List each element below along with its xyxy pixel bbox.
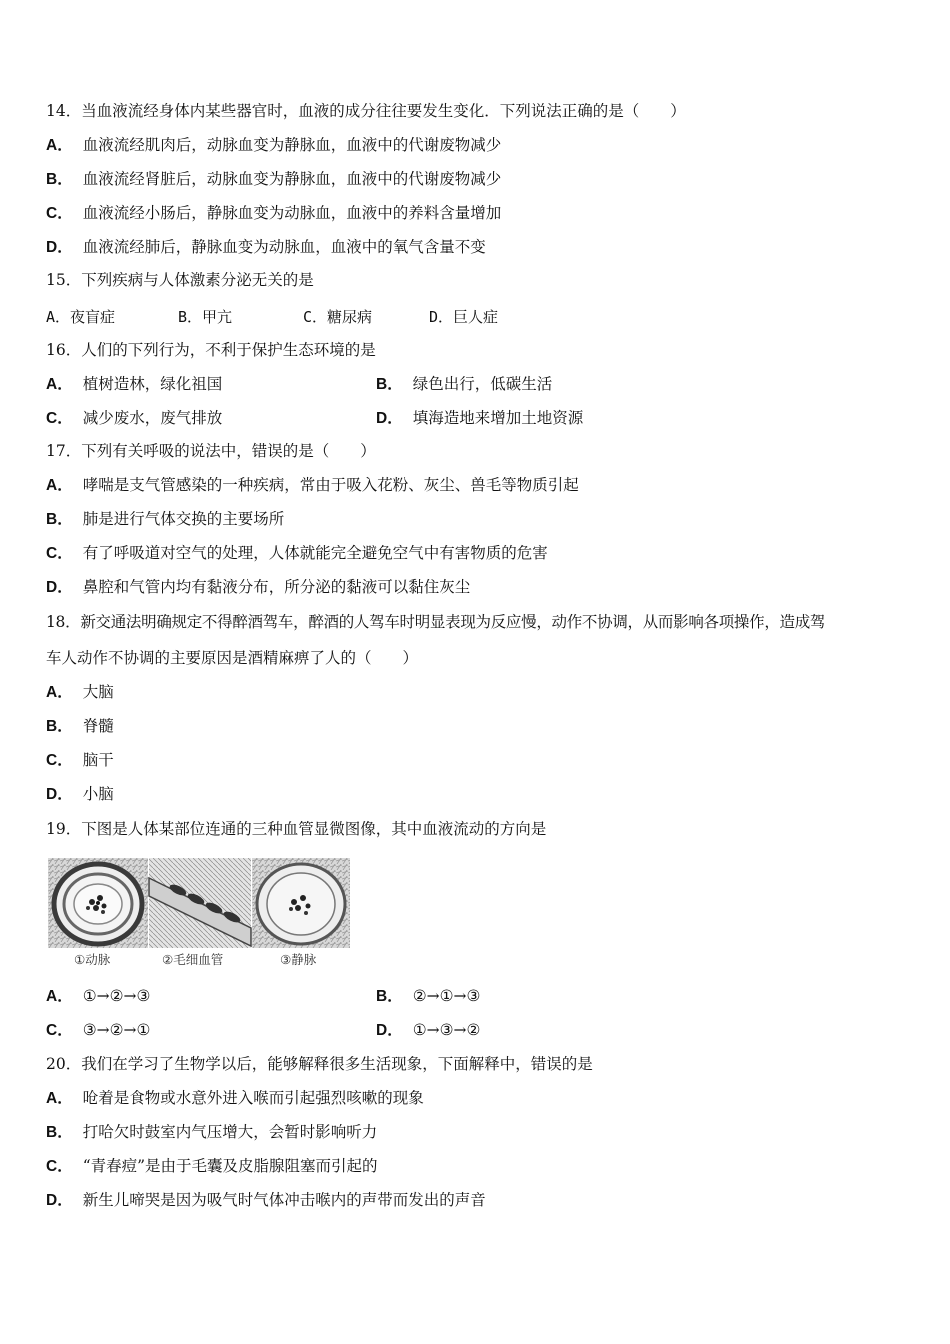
option-label: B． bbox=[46, 171, 73, 188]
question-15-option-a[interactable] bbox=[46, 307, 115, 327]
option-text: ③→②→① bbox=[82, 1021, 151, 1039]
option-label: D． bbox=[46, 579, 73, 596]
option-text: “青春痘”是由于毛囊及皮脂腺阻塞而引起的 bbox=[82, 1157, 378, 1175]
question-20-option-a[interactable] bbox=[46, 1088, 424, 1109]
option-text: 大脑 bbox=[82, 683, 114, 701]
option-text: 血液流经肌肉后，动脉血变为静脉血，血液中的代谢废物减少 bbox=[82, 136, 502, 154]
option-text: 血液流经小肠后，静脉血变为动脉血，血液中的养料含量增加 bbox=[82, 204, 502, 222]
question-20-option-d[interactable] bbox=[46, 1190, 486, 1211]
question-17-option-a[interactable] bbox=[46, 475, 579, 496]
option-label: A． bbox=[46, 308, 71, 326]
option-text: 小脑 bbox=[82, 785, 114, 803]
option-label: B． bbox=[46, 1124, 73, 1141]
option-label: D． bbox=[376, 1022, 403, 1039]
question-16-option-a[interactable] bbox=[46, 374, 222, 395]
option-text: 脊髓 bbox=[82, 717, 114, 735]
option-text: 呛着是食物或水意外进入喉而引起强烈咳嗽的现象 bbox=[82, 1089, 424, 1107]
question-19-option-d[interactable] bbox=[376, 1020, 480, 1041]
option-label: C． bbox=[303, 308, 328, 326]
caption-vein: ③静脉 bbox=[280, 952, 317, 967]
caption-artery: ①动脉 bbox=[74, 952, 111, 967]
question-18-option-b[interactable] bbox=[46, 716, 114, 737]
question-18-option-a[interactable] bbox=[46, 682, 114, 703]
option-label: A． bbox=[46, 988, 73, 1005]
option-text: 绿色出行，低碳生活 bbox=[412, 375, 553, 393]
option-label: D． bbox=[429, 308, 454, 326]
option-label: C． bbox=[46, 410, 73, 427]
option-text: 血液流经肺后，静脉血变为动脉血，血液中的氧气含量不变 bbox=[82, 238, 486, 256]
option-label: C． bbox=[46, 752, 73, 769]
option-text: 打哈欠时鼓室内气压增大，会暂时影响听力 bbox=[82, 1123, 378, 1141]
question-19-option-c[interactable] bbox=[46, 1020, 150, 1041]
blood-vessel-micrograph bbox=[48, 858, 350, 970]
question-17-option-b[interactable] bbox=[46, 509, 284, 530]
question-16-option-d[interactable] bbox=[376, 408, 583, 429]
question-14-stem: 14．当血液流经身体内某些器官时，血液的成分往往要发生变化．下列说法正确的是（ ） bbox=[46, 102, 686, 120]
vein-image bbox=[252, 858, 350, 948]
option-text: 植树造林，绿化祖国 bbox=[82, 375, 223, 393]
option-text: 哮喘是支气管感染的一种疾病，常由于吸入花粉、灰尘、兽毛等物质引起 bbox=[82, 476, 579, 494]
option-text: ①→②→③ bbox=[82, 987, 151, 1005]
question-15-stem: 15．下列疾病与人体激素分泌无关的是 bbox=[46, 271, 314, 289]
option-label: A． bbox=[46, 1090, 73, 1107]
question-14-option-d[interactable] bbox=[46, 237, 486, 258]
option-text: 血液流经肾脏后，动脉血变为静脉血，血液中的代谢废物减少 bbox=[82, 170, 502, 188]
option-label: B． bbox=[46, 511, 73, 528]
question-18-option-c[interactable] bbox=[46, 750, 114, 771]
question-15-option-c[interactable] bbox=[303, 307, 372, 327]
option-label: C． bbox=[46, 545, 73, 562]
option-text: 有了呼吸道对空气的处理，人体就能完全避免空气中有害物质的危害 bbox=[82, 544, 548, 562]
option-text: 减少废水，废气排放 bbox=[82, 409, 223, 427]
option-label: B． bbox=[178, 308, 203, 326]
question-15-option-d[interactable] bbox=[429, 307, 498, 327]
option-label: C． bbox=[46, 1022, 73, 1039]
option-label: D． bbox=[46, 239, 73, 256]
question-15-option-b[interactable] bbox=[178, 307, 232, 327]
question-19-stem: 19．下图是人体某部位连通的三种血管显微图像，其中血液流动的方向是 bbox=[46, 820, 547, 838]
option-text: 甲亢 bbox=[202, 308, 233, 326]
option-label: A． bbox=[46, 137, 73, 154]
capillary-image bbox=[149, 858, 251, 948]
question-18-stem-line2: 车人动作不协调的主要原因是酒精麻痹了人的（ ） bbox=[46, 649, 419, 667]
question-20-option-c[interactable] bbox=[46, 1156, 378, 1177]
option-text: 新生儿啼哭是因为吸气时气体冲击喉内的声带而发出的声音 bbox=[82, 1191, 486, 1209]
option-label: C． bbox=[46, 1158, 73, 1175]
question-18-option-d[interactable] bbox=[46, 784, 114, 805]
option-text: 夜盲症 bbox=[70, 308, 116, 326]
option-text: 巨人症 bbox=[453, 308, 499, 326]
option-label: A． bbox=[46, 477, 73, 494]
caption-capillary: ②毛细血管 bbox=[162, 952, 224, 967]
option-text: ①→③→② bbox=[412, 1021, 481, 1039]
question-19-option-b[interactable] bbox=[376, 986, 480, 1007]
option-label: A． bbox=[46, 376, 73, 393]
option-text: 填海造地来增加土地资源 bbox=[412, 409, 584, 427]
question-16-option-b[interactable] bbox=[376, 374, 552, 395]
question-17-stem: 17．下列有关呼吸的说法中，错误的是（ ） bbox=[46, 442, 376, 460]
option-text: 肺是进行气体交换的主要场所 bbox=[82, 510, 285, 528]
artery-image bbox=[48, 858, 148, 948]
option-label: D． bbox=[46, 786, 73, 803]
option-text: 糖尿病 bbox=[327, 308, 373, 326]
option-label: A． bbox=[46, 684, 73, 701]
question-14-option-a[interactable] bbox=[46, 135, 501, 156]
option-label: B． bbox=[376, 376, 403, 393]
question-17-option-c[interactable] bbox=[46, 543, 548, 564]
option-label: B． bbox=[376, 988, 403, 1005]
question-16-option-c[interactable] bbox=[46, 408, 222, 429]
option-label: D． bbox=[46, 1192, 73, 1209]
question-20-stem: 20．我们在学习了生物学以后，能够解释很多生活现象，下面解释中，错误的是 bbox=[46, 1055, 593, 1073]
option-label: D． bbox=[376, 410, 403, 427]
question-14-option-c[interactable] bbox=[46, 203, 501, 224]
option-label: C． bbox=[46, 205, 73, 222]
option-text: ②→①→③ bbox=[412, 987, 481, 1005]
option-text: 脑干 bbox=[82, 751, 114, 769]
option-text: 鼻腔和气管内均有黏液分布，所分泌的黏液可以黏住灰尘 bbox=[82, 578, 471, 596]
question-14-option-b[interactable] bbox=[46, 169, 501, 190]
question-16-stem: 16．人们的下列行为，不利于保护生态环境的是 bbox=[46, 341, 376, 359]
question-18-stem-line1: 18．新交通法明确规定不得醉酒驾车，醉酒的人驾车时明显表现为反应慢，动作不协调，从而影响各项操作，造成驾 bbox=[46, 613, 826, 631]
question-20-option-b[interactable] bbox=[46, 1122, 377, 1143]
question-19-option-a[interactable] bbox=[46, 986, 150, 1007]
question-17-option-d[interactable] bbox=[46, 577, 470, 598]
option-label: B． bbox=[46, 718, 73, 735]
